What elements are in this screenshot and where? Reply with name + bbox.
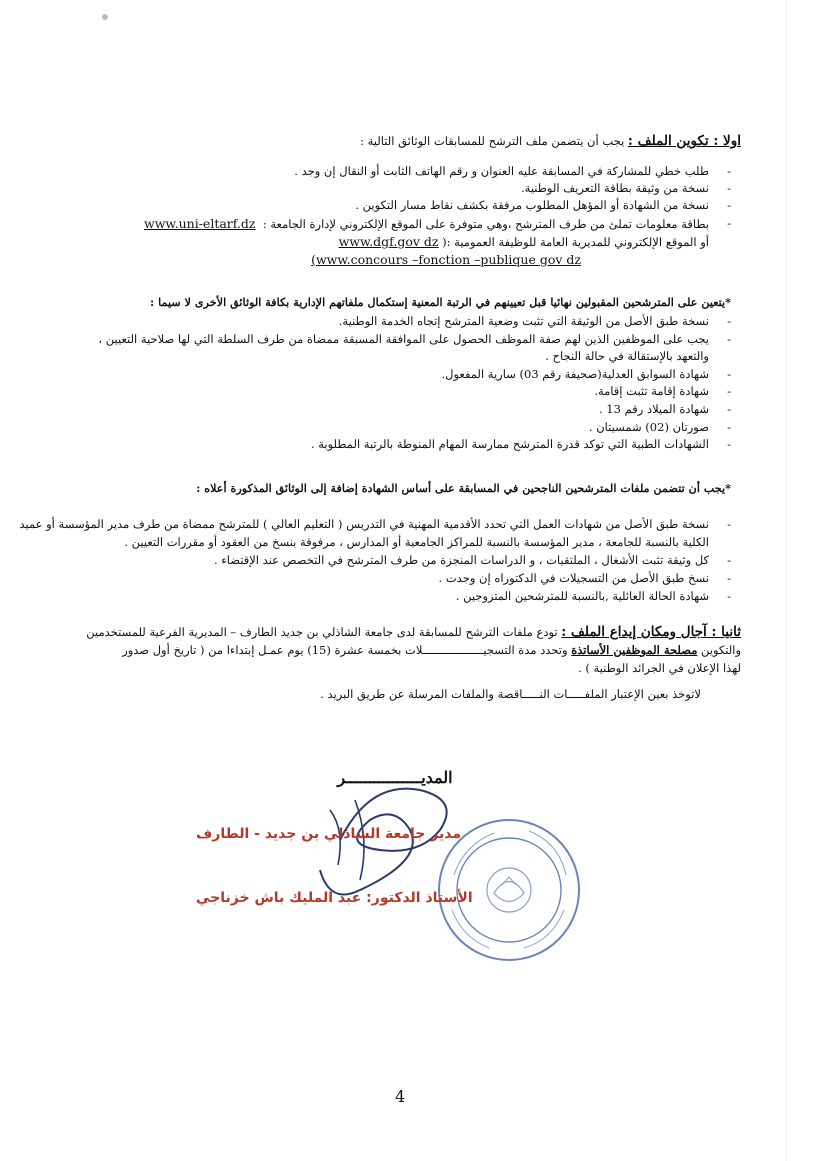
list-item: - الشهادات الطبية التي توكد قدرة المترشح ممارسة المهام المنوطة بالرتبة المطلوبة . (310, 437, 731, 452)
list-item: - شهادة الميلاد رقم 13 . (598, 401, 731, 416)
list-item: - شهادة السوابق العدلية(صحيفة رقم 03) سارية المفعول. (441, 366, 731, 381)
list-item: - يجب على الموظفين الذين لهم صفة الموظف الحصول على الموافقة المسبقة ممضاة من طرف السلطة التي لها صلاحية التعيين ، (98, 331, 731, 346)
list-item: - نسخة من وثيقة بطاقة التعريف الوطنية. (521, 181, 731, 196)
section-1-heading: اولا : تكوين الملف : (627, 133, 741, 149)
signature-line-1: مدير جامعة الشاذلي بن جديد - الطارف (196, 826, 461, 842)
list-item: - نسخة طبق الأصل من شهادات العمل التي تحدد الأقدمية المهنية في التدريس ( التعليم العالي ) للمترشح ممضاة من طرف مدير المؤسسة أو عميد (19, 517, 731, 531)
section-4-heading: ثانيا : آجال ومكان إيداع الملف : (561, 624, 741, 640)
list-item: - بطاقة معلومات تملئ من طرف المترشح ،وهي متوفرة على الموقع الإلكتروني لإدارة الجامعة : www.uni-eltarf.dz (144, 215, 731, 231)
section-1-list (79, 163, 731, 269)
list-item: - صورتان (02) شمسيتان . (588, 419, 731, 434)
section-4-text: تودع ملفات الترشح للمسابقة لدى جامعة الشاذلي بن جديد الطارف – المديرية الفرعية للمستخدمين (86, 625, 562, 639)
list-item: - نسخ طبق الأصل من التسجيلات في الدكتوراه إن وجدت . (438, 571, 731, 585)
note: لاتوخذ بعين الإعتبار الملفـــــات النـــــاقصة والملفات المرسلة عن طريق البريد . (320, 687, 701, 702)
list-item: - طلب خطي للمشاركة في المسابقة عليه العنوان و رقم الهاتف الثابت أو النقال إن وجد . (294, 164, 731, 178)
scan-artifact (102, 14, 108, 20)
director-title: المديــــــــــــــــر (337, 768, 453, 787)
section-3-heading: *يجب أن تتضمن ملفات المترشحين الناجحين في المسابقة على أساس الشهادة إضافة إلى الوثائق المذكورة أعلاه : (196, 481, 731, 495)
list-item: - كل وثيقة تثبت الأشغال ، الملتقيات ، و الدراسات المنجزة من طرف المترشح في التخصص عند الإقتضاء . (214, 553, 731, 567)
section-1-intro: يجب أن يتضمن ملف الترشح للمسابقات الوثائق التالية : (360, 134, 628, 148)
page-number: 4 (395, 1087, 406, 1106)
list-item-continuation (79, 251, 709, 269)
list-item-continuation: أو الموقع الإلكتروني للمديرية العامة للوظيفة العمومية :( www.dgf.gov dz (338, 233, 709, 249)
section-4: ثانيا : آجال ومكان إيداع الملف : تودع ملفات الترشح للمسابقة لدى جامعة الشاذلي بن جديد الطارف – المديرية الفرعية للمستخدمين والتكوين مصلحة الموظفين الأساتذة وتحدد مدة التسجيــــــــــــــــــلات بخمسة عشرة (15) يوم عمـل إبتداءا من ( تاريخ أول صدور لهذا الإعلان في الجرائد الوطنية ) . لاتوخذ بعين الإعتبار الملفـــــات النـــــاقصة والملفات المرسلة عن طريق البريد . (81, 624, 741, 704)
section-2 (71, 294, 731, 311)
section-3-list (19, 515, 731, 605)
list-item-continuation: والتعهد بالإستقالة في حالة النجاح . (545, 349, 709, 364)
list-item: - شهادة الحالة العائلية ,بالنسبة للمترشحين المتزوجين . (455, 589, 731, 603)
list-item: - نسخة من الشهادة أو المؤهل المطلوب مرفقة بكشف نقاط مسار التكوين . (355, 198, 731, 213)
list-item: - نسخة طبق الأصل من الوثيقة التي تثبت وضعية المترشح إتجاه الخدمة الوطنية. (338, 314, 731, 328)
scan-edge (786, 0, 787, 1161)
list-item-continuation: الكلية بالنسبة للجامعة ، مدير المؤسسة بالنسبة للمراكز الجامعية أو المدارس ، مرفوقة بنسخ من العقود أو مقررات التعيين . (124, 535, 709, 549)
section-2-list (79, 313, 731, 454)
website-link[interactable]: www.uni-eltarf.dz (144, 215, 256, 231)
website-link[interactable]: www.concours –fonction –publique gov dz) (311, 252, 581, 268)
service-name: مصلحة الموظفين الأساتذة (571, 642, 698, 657)
list-item: - شهادة إقامة تثبت إقامة. (594, 384, 731, 399)
section-2-heading: *يتعين على المترشحين المقبولين نهائيا قبل تعيينهم في الرتبة المعنية إستكمال ملفاتهم الإدارية بكافة الوثائق الأخرى لا سيما : (150, 295, 731, 309)
section-1 (81, 133, 741, 150)
website-link[interactable]: www.dgf.gov dz (338, 233, 439, 249)
section-3 (71, 480, 731, 497)
signature-line-2: الأستاذ الدكتور: عبد المليك باش خزناجي (196, 890, 473, 906)
